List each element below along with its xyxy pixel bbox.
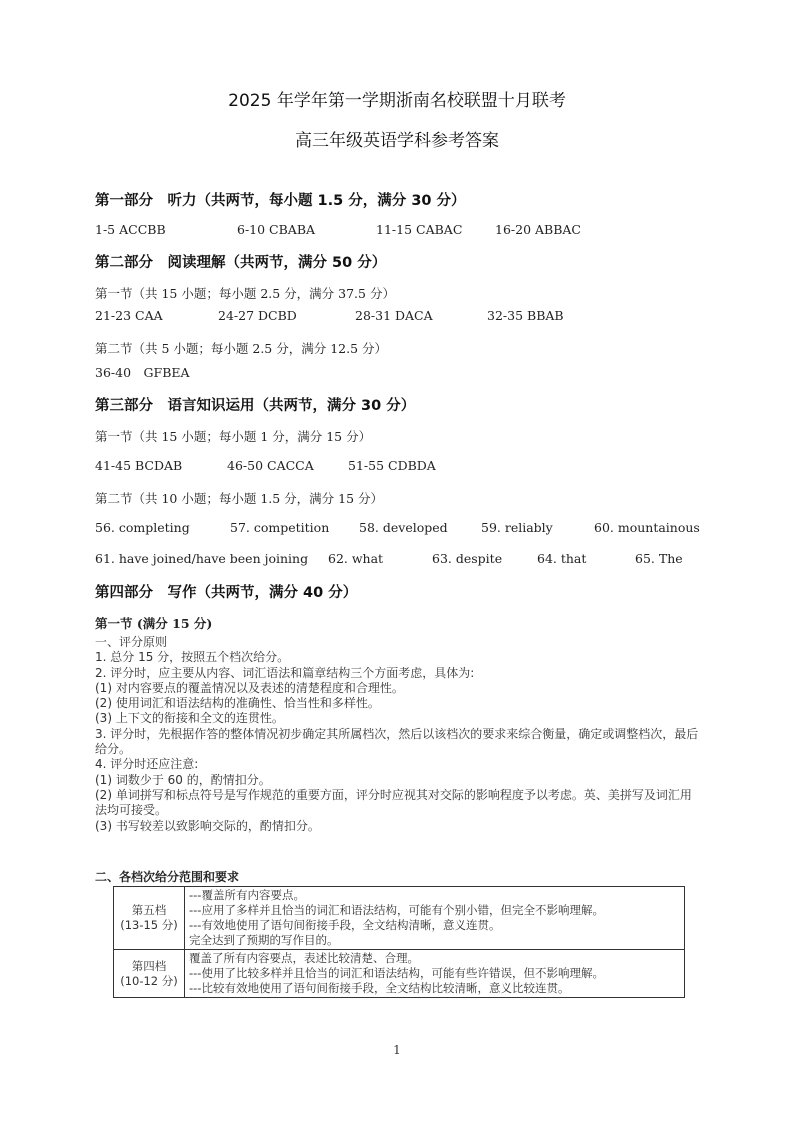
- requirement-line: ---覆盖所有内容要点。: [189, 888, 305, 902]
- part3-section2-label: 第二节（共 10 小题；每小题 1.5 分，满分 15 分）: [95, 491, 384, 506]
- requirements-cell: [185, 887, 685, 950]
- part3-section2-answers-row2: [95, 551, 715, 569]
- part2-section1-label: 第一节（共 15 小题；每小题 2.5 分，满分 37.5 分）: [95, 286, 395, 301]
- level-name: 第五档: [131, 903, 167, 917]
- answer-item: 57. competition: [230, 520, 330, 535]
- table-row: [114, 950, 685, 998]
- principle-line: 3. 评分时，先根据作答的整体情况初步确定其所属档次，然后以该档次的要求来综合衡量，确定或调整档次，最后给分。: [95, 726, 699, 757]
- answer-group: 24-27 DCBD: [218, 308, 297, 323]
- requirement-line: 覆盖了所有内容要点，表述比较清楚、合理。: [189, 951, 419, 965]
- answer-item: 56. completing: [95, 520, 190, 535]
- principles-title: 一、评分原则: [95, 635, 168, 649]
- answer-item: 63. despite: [432, 551, 503, 566]
- part1-heading: 第一部分 听力（共两节，每小题 1.5 分，满分 30 分）: [95, 193, 466, 209]
- answer-item: 62. what: [328, 551, 384, 566]
- answer-item: 65. The: [635, 551, 683, 566]
- part2-heading: 第二部分 阅读理解（共两节，满分 50 分）: [95, 255, 387, 271]
- requirements-cell: [185, 950, 685, 998]
- principle-line: (2) 单词拼写和标点符号是写作规范的重要方面，评分时应视其对交际的影响程度予以考虑。英、美拼写及词汇用法均可接受。: [95, 787, 692, 818]
- level-cell: [114, 950, 185, 998]
- principle-line: 4. 评分时还应注意:: [95, 757, 199, 772]
- answer-group: 11-15 CABAC: [376, 222, 463, 237]
- requirement-line: ---使用了比较多样并且恰当的词汇和语法结构，可能有些许错误，但不影响理解。: [189, 966, 604, 980]
- part1-answers-row: [95, 222, 715, 240]
- page-number: 1: [393, 1043, 401, 1057]
- principle-line: 1. 总分 15 分，按照五个档次给分。: [95, 650, 290, 665]
- part2-section2-answers-row: [95, 363, 715, 381]
- table-row: [114, 887, 685, 950]
- answer-item: 64. that: [537, 551, 587, 566]
- answer-group: 16-20 ABBAC: [495, 222, 581, 237]
- part3-section1-answers-row: [95, 458, 715, 476]
- answer-group: 6-10 CBABA: [237, 222, 316, 237]
- part3-section2-answers-row1: [95, 520, 715, 538]
- answer-group: 1-5 ACCBB: [95, 222, 166, 237]
- principle-line: (2) 使用词汇和语法结构的准确性、恰当性和多样性。: [95, 696, 380, 711]
- scoring-principles: [95, 635, 700, 834]
- principle-line: (3) 书写较差以致影响交际的，酌情扣分。: [95, 818, 320, 833]
- principle-line: (3) 上下文的衔接和全文的连贯性。: [95, 711, 284, 726]
- document-title: 2025 年学年第一学期浙南名校联盟十月联考: [228, 91, 566, 111]
- document-subtitle: 高三年级英语学科参考答案: [295, 131, 499, 151]
- part2-section1-answers-row: [95, 308, 715, 326]
- part2-section2-label: 第二节（共 5 小题；每小题 2.5 分，满分 12.5 分）: [95, 341, 388, 356]
- part3-section1-label: 第一节（共 15 小题；每小题 1 分，满分 15 分）: [95, 429, 372, 444]
- level-cell: [114, 887, 185, 950]
- principle-line: (1) 对内容要点的覆盖情况以及表述的清楚程度和合理性。: [95, 680, 404, 695]
- requirement-line: ---有效地使用了语句间衔接手段，全文结构清晰，意义连贯。: [189, 918, 501, 932]
- requirement-line: ---比较有效地使用了语句间衔接手段，全文结构比较清晰，意义比较连贯。: [189, 981, 570, 995]
- level-range: (10-12 分): [120, 973, 178, 988]
- part3-heading: 第三部分 语言知识运用（共两节，满分 30 分）: [95, 398, 416, 414]
- principle-line: 2. 评分时，应主要从内容、词汇语法和篇章结构三个方面考虑，具体为:: [95, 665, 475, 680]
- requirement-line: ---应用了多样并且恰当的词汇和语法结构，可能有个别小错，但完全不影响理解。: [189, 903, 604, 917]
- answer-item: 59. reliably: [481, 520, 553, 535]
- levels-title: 二、各档次给分范围和要求: [95, 870, 240, 884]
- answer-item: 58. developed: [359, 520, 448, 535]
- grading-levels-table: [113, 886, 685, 998]
- answer-group: 41-45 BCDAB: [95, 458, 183, 473]
- answer-group: 36-40 GFBEA: [95, 365, 190, 380]
- level-name: 第四档: [131, 958, 167, 973]
- level-range: (13-15 分): [120, 918, 178, 932]
- requirement-line: 完全达到了预期的写作目的。: [189, 933, 339, 947]
- answer-item: 61. have joined/have been joining: [95, 551, 309, 566]
- answer-group: 46-50 CACCA: [227, 458, 314, 473]
- answer-group: 28-31 DACA: [355, 308, 433, 323]
- answer-group: 32-35 BBAB: [487, 308, 564, 323]
- part4-section1-label: 第一节 (满分 15 分): [95, 616, 213, 631]
- part4-heading: 第四部分 写作（共两节，满分 40 分）: [95, 585, 358, 601]
- answer-item: 60. mountainous: [594, 520, 700, 535]
- principle-line: (1) 词数少于 60 的，酌情扣分。: [95, 772, 271, 787]
- answer-group: 21-23 CAA: [95, 308, 163, 323]
- answer-group: 51-55 CDBDA: [348, 458, 436, 473]
